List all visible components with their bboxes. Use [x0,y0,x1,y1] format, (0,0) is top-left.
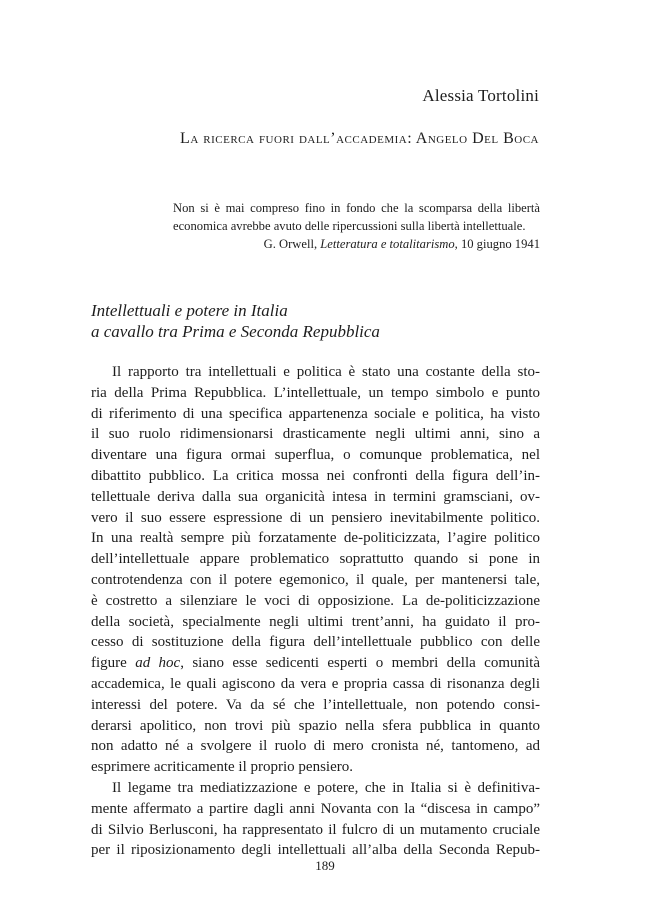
italic-term: ad hoc [135,655,181,672]
text-line: derarsi apolitico, non trovi più spazio nella sfera pubblica in quanto [91,717,540,734]
section-heading-line: Intellettuali e potere in Italia [91,301,288,320]
text-line: cesso di sostituzione della figura dell’intellettuale pubblico con delle [91,634,540,651]
chapter-title: La ricerca fuori dall’accademia: Angelo Del Boca [180,130,539,147]
text-line: interessi del potere. Va da sé che l’intellettuale, non potendo consi- [91,696,540,713]
epigraph-line: Non si è mai compreso fino in fondo che la scomparsa della libertà [173,201,540,215]
text-line: per il riposizionamento degli intellettuali all’alba della Seconda Repub- [91,842,540,859]
text-line: di riferimento di una specifica appartenenza sociale e politica, ha visto [91,405,540,422]
epigraph-line: economica avrebbe avuto delle ripercussioni sulla libertà intellettuale. [173,219,526,233]
text-line: dell’intellettuale appare problematico soprattutto quando si pone in [91,551,540,568]
body-text [91,362,540,861]
section-heading-line: a cavallo tra Prima e Seconda Repubblica [91,322,380,341]
text-line: Il legame tra mediatizzazione e potere, che in Italia si è definitiva- [112,779,540,796]
text-line [91,653,540,674]
text-line: è costretto a silenziare le voci di opposizione. La de-politicizzazione [91,592,540,609]
text-line: esprimere acriticamente il proprio pensiero. [91,759,353,776]
text-line: accademica, le quali agiscono da vera e propria cassa di risonanza degli [91,675,540,692]
page-number: 189 [315,858,335,873]
text-line: diventare una figura ormai superflua, o comunque problematica, nel [91,447,540,464]
epigraph-source [173,235,540,253]
text-line: della società, specialmente negli ultimi trent’anni, ha guidato il pro- [91,613,540,630]
text-line: tellettuale deriva dalla sua organicità intesa in termini gramsciani, ov- [91,488,540,505]
epigraph [173,199,540,253]
text-line: In una realtà sempre più forzatamente de-politicizzata, l’agire politico [91,530,540,547]
text-line: controtendenza con il potere egemonico, il quale, per mantenersi tale, [91,571,540,588]
text-line: il suo ruolo ridimensionarsi drasticamente negli ultimi anni, sino a [91,426,540,443]
text-fragment: figure [91,655,136,672]
text-line: dibattito pubblico. La critica mossa nei confronti della figura dell’in- [91,467,540,484]
text-line: non adatto né a svolgere il ruolo di mero cronista né, tantomeno, ad [91,738,540,755]
text-line: ria della Prima Repubblica. L’intellettuale, un tempo simbolo e punto [91,384,540,401]
text-line: vero il suo essere espressione di un pensiero inevitabilmente politico. [91,509,540,526]
author-name: Alessia Tortolini [422,86,539,105]
text-line: mente affermato a partire dagli anni Novanta con la “discesa in campo” [91,800,540,817]
text-fragment: , siano esse sedicenti esperti o membri della comunità [180,655,540,672]
epigraph-source-author: G. Orwell, [263,237,318,251]
text-line: Il rapporto tra intellettuali e politica è stato una costante della sto- [112,364,540,380]
epigraph-source-work: Letteratura e totalitarismo [320,237,455,251]
section-heading [91,300,551,342]
text-line: di Silvio Berlusconi, ha rappresentato il fulcro di un mutamento cruciale [91,821,540,838]
epigraph-source-date: , 10 giugno 1941 [454,237,540,251]
